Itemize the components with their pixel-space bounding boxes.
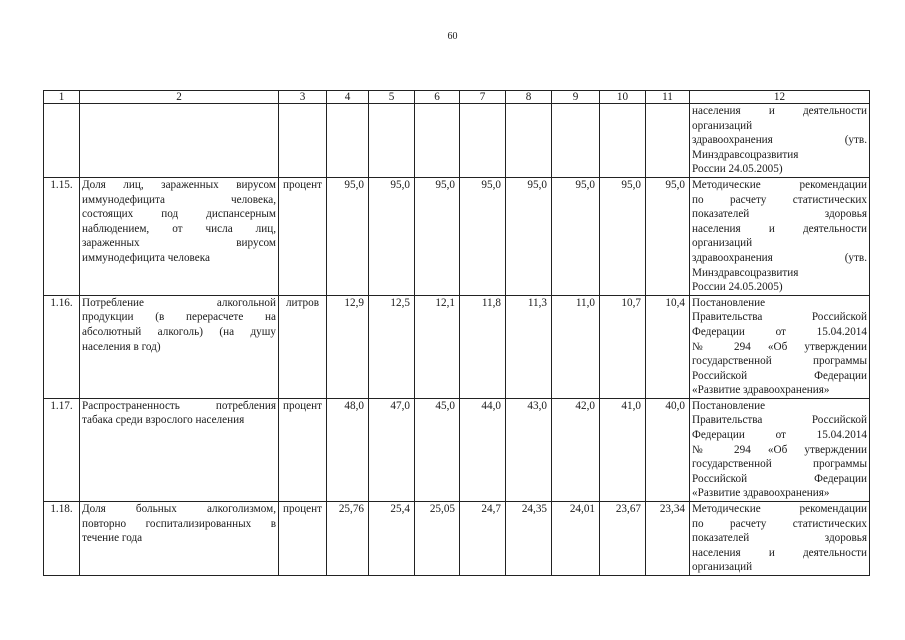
row-number: 1.16. <box>44 295 80 398</box>
value-cell: 12,1 <box>415 295 460 398</box>
value-cell: 95,0 <box>327 177 369 295</box>
column-number: 1 <box>44 91 80 104</box>
column-number: 7 <box>460 91 506 104</box>
empty-cell <box>44 104 80 178</box>
indicators-table <box>43 90 870 576</box>
row-number: 1.18. <box>44 502 80 576</box>
continuation-row <box>44 104 870 178</box>
column-number: 3 <box>279 91 327 104</box>
empty-cell <box>600 104 646 178</box>
text-line: Потребление алкогольной <box>82 296 276 309</box>
empty-cell <box>327 104 369 178</box>
value-cell: 24,01 <box>552 502 600 576</box>
value-cell: 43,0 <box>506 398 552 501</box>
column-number-row <box>44 91 870 104</box>
text-line: «Развитие здравоохранения» <box>692 384 830 397</box>
column-number: 6 <box>415 91 460 104</box>
text-line: зараженных вирусом <box>82 237 276 250</box>
row-number: 1.15. <box>44 177 80 295</box>
text-line: Доля лиц, зараженных вирусом <box>82 178 276 191</box>
text-line: иммунодефицита человека <box>82 251 210 264</box>
value-cell: 11,8 <box>460 295 506 398</box>
empty-cell <box>552 104 600 178</box>
source-cell <box>690 398 870 501</box>
empty-cell <box>506 104 552 178</box>
unit-cell: процент <box>279 177 327 295</box>
text-line: Правительства Российской <box>692 414 867 427</box>
value-cell: 95,0 <box>415 177 460 295</box>
value-cell: 25,05 <box>415 502 460 576</box>
unit-cell: процент <box>279 398 327 501</box>
text-line: населения и деятельности <box>692 546 867 559</box>
text-line: показателей здоровья <box>692 532 867 545</box>
text-line: населения в год) <box>82 340 161 353</box>
column-number: 9 <box>552 91 600 104</box>
unit-cell: литров <box>279 295 327 398</box>
value-cell: 95,0 <box>506 177 552 295</box>
column-number: 10 <box>600 91 646 104</box>
text-line: государственной программы <box>692 458 867 471</box>
value-cell: 10,4 <box>646 295 690 398</box>
text-line: Минздравсоцразвития <box>692 266 799 279</box>
value-cell: 44,0 <box>460 398 506 501</box>
text-line: абсолютный алкоголь) (на душу <box>82 325 276 338</box>
source-cell <box>690 104 870 178</box>
text-line: по расчету статистических <box>692 193 867 206</box>
text-line: Постановление <box>692 399 766 412</box>
column-number: 11 <box>646 91 690 104</box>
text-line: населения и деятельности <box>692 222 867 235</box>
text-line: повторно госпитализированных в <box>82 517 276 530</box>
text-line: России 24.05.2005) <box>692 163 783 176</box>
text-line: Постановление <box>692 296 766 309</box>
text-line: организаций <box>692 119 753 132</box>
text-line: Федерации от 15.04.2014 <box>692 325 867 338</box>
text-line: Федерации от 15.04.2014 <box>692 429 867 442</box>
column-number: 4 <box>327 91 369 104</box>
column-number: 5 <box>369 91 415 104</box>
value-cell: 95,0 <box>552 177 600 295</box>
column-number: 2 <box>80 91 279 104</box>
indicator-row <box>44 295 870 398</box>
text-line: табака среди взрослого населения <box>82 414 245 427</box>
text-line: организаций <box>692 561 753 574</box>
value-cell: 40,0 <box>646 398 690 501</box>
indicator-name <box>80 177 279 295</box>
value-cell: 41,0 <box>600 398 646 501</box>
value-cell: 23,67 <box>600 502 646 576</box>
indicator-row <box>44 398 870 501</box>
column-number: 12 <box>690 91 870 104</box>
text-line: организаций <box>692 237 753 250</box>
text-line: здравоохранения (утв. <box>692 251 867 264</box>
text-line: населения и деятельности <box>692 105 867 117</box>
text-line: здравоохранения (утв. <box>692 134 867 147</box>
unit-cell: процент <box>279 502 327 576</box>
value-cell: 95,0 <box>600 177 646 295</box>
text-line: Доля больных алкоголизмом, <box>82 503 276 516</box>
indicator-name <box>80 398 279 501</box>
text-line: «Развитие здравоохранения» <box>692 487 830 500</box>
value-cell: 23,34 <box>646 502 690 576</box>
value-cell: 95,0 <box>460 177 506 295</box>
indicator-row <box>44 502 870 576</box>
value-cell: 47,0 <box>369 398 415 501</box>
value-cell: 95,0 <box>369 177 415 295</box>
row-number: 1.17. <box>44 398 80 501</box>
text-line: Российской Федерации <box>692 369 867 382</box>
indicator-name <box>80 502 279 576</box>
indicator-name <box>80 295 279 398</box>
text-line: течение года <box>82 532 143 545</box>
empty-cell <box>646 104 690 178</box>
value-cell: 12,9 <box>327 295 369 398</box>
text-line: состоящих под диспансерным <box>82 208 276 221</box>
value-cell: 25,4 <box>369 502 415 576</box>
value-cell: 48,0 <box>327 398 369 501</box>
value-cell: 95,0 <box>646 177 690 295</box>
text-line: по расчету статистических <box>692 517 867 530</box>
value-cell: 45,0 <box>415 398 460 501</box>
text-line: Распространенность потребления <box>82 399 276 412</box>
empty-cell <box>415 104 460 178</box>
text-line: иммунодефицита человека, <box>82 193 276 206</box>
text-line: Российской Федерации <box>692 472 867 485</box>
value-cell: 12,5 <box>369 295 415 398</box>
value-cell: 11,0 <box>552 295 600 398</box>
text-line: наблюдением, от числа лиц, <box>82 222 276 235</box>
text-line: Правительства Российской <box>692 311 867 324</box>
empty-cell <box>80 104 279 178</box>
empty-cell <box>279 104 327 178</box>
value-cell: 24,35 <box>506 502 552 576</box>
text-line: государственной программы <box>692 355 867 368</box>
value-cell: 10,7 <box>600 295 646 398</box>
empty-cell <box>460 104 506 178</box>
text-line: Методические рекомендации <box>692 178 867 191</box>
value-cell: 25,76 <box>327 502 369 576</box>
text-line: № 294 «Об утверждении <box>692 443 867 456</box>
text-line: продукции (в перерасчете на <box>82 311 276 324</box>
text-line: № 294 «Об утверждении <box>692 340 867 353</box>
source-cell <box>690 177 870 295</box>
value-cell: 42,0 <box>552 398 600 501</box>
indicator-row <box>44 177 870 295</box>
text-line: Методические рекомендации <box>692 503 867 516</box>
text-line: показателей здоровья <box>692 208 867 221</box>
source-cell <box>690 502 870 576</box>
value-cell: 11,3 <box>506 295 552 398</box>
source-cell <box>690 295 870 398</box>
text-line: России 24.05.2005) <box>692 281 783 294</box>
page-number: 60 <box>447 31 458 42</box>
empty-cell <box>369 104 415 178</box>
value-cell: 24,7 <box>460 502 506 576</box>
column-number: 8 <box>506 91 552 104</box>
text-line: Минздравсоцразвития <box>692 148 799 161</box>
